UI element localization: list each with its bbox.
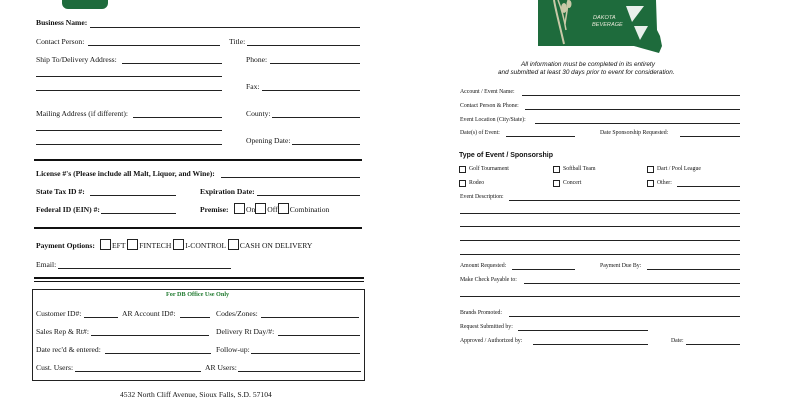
title-field[interactable] (247, 45, 360, 46)
rodeo-checkbox[interactable] (459, 180, 466, 187)
softball-team-label: Softball Team (563, 166, 596, 172)
mailing-address-line3[interactable] (36, 144, 222, 145)
mailing-address-field[interactable] (133, 117, 222, 118)
payment-due-label: Payment Due By: (600, 263, 642, 269)
notice-line-2: and submitted at least 30 days prior to event for consideration. (498, 69, 675, 76)
customer-id-field[interactable] (84, 317, 118, 318)
payment-due-field[interactable] (647, 269, 740, 270)
delivery-rt-field[interactable] (278, 335, 360, 336)
state-tax-label: State Tax ID #: (36, 187, 85, 196)
ar-users-field[interactable] (238, 371, 361, 372)
event-dates-label: Date(s) of Event: (460, 130, 500, 136)
amount-requested-label: Amount Requested: (460, 263, 507, 269)
premise-combination-checkbox[interactable] (278, 203, 289, 214)
divider (34, 159, 362, 161)
date-label: Date: (671, 338, 684, 344)
contact-person-field[interactable] (88, 45, 220, 46)
cust-users-label: Cust. Users: (36, 363, 74, 372)
date-received-field[interactable] (105, 353, 211, 354)
pay-eft-label: EFT (112, 241, 126, 250)
event-description-field[interactable] (509, 200, 740, 201)
ship-to-field-line2[interactable] (36, 76, 222, 77)
follow-up-field[interactable] (251, 353, 360, 354)
email-field[interactable] (58, 268, 231, 269)
pay-cash-checkbox[interactable] (228, 239, 239, 250)
business-name-field[interactable] (90, 27, 360, 28)
notice-line-1: All information must be completed in its entirety (521, 61, 655, 68)
fax-field[interactable] (262, 90, 360, 91)
ship-to-label: Ship To/Delivery Address: (36, 55, 117, 64)
account-event-label: Account / Event Name: (460, 89, 515, 95)
contact-person-label: Contact Person: (36, 37, 85, 46)
divider (34, 281, 364, 282)
ship-to-field-line3[interactable] (36, 90, 222, 91)
logo-text-dakota: DAKOTA (593, 15, 616, 21)
approved-by-field[interactable] (533, 344, 648, 345)
premise-label: Premise: (200, 205, 229, 214)
date-received-label: Date rec'd & entered: (36, 345, 101, 354)
expiration-label: Expiration Date: (200, 187, 255, 196)
expiration-field[interactable] (257, 195, 360, 196)
business-name-label: Business Name: (36, 18, 88, 27)
county-field[interactable] (272, 117, 360, 118)
date-field[interactable] (686, 344, 740, 345)
softball-team-checkbox[interactable] (553, 166, 560, 173)
sales-rep-label: Sales Rep & Rt#: (36, 327, 89, 336)
payment-options-label: Payment Options: (36, 241, 95, 250)
footer-address: 4532 North Cliff Avenue, Sioux Falls, S.D. 57104 (120, 390, 272, 399)
pay-eft-checkbox[interactable] (100, 239, 111, 250)
ar-account-field[interactable] (180, 317, 210, 318)
concert-label: Concert (563, 180, 582, 186)
ar-account-label: AR Account ID#: (122, 309, 176, 318)
premise-on-label: On (246, 205, 256, 214)
dakota-beverage-logo (536, 0, 664, 55)
event-description-label: Event Description: (460, 194, 504, 200)
sponsorship-date-label: Date Sponsorship Requested: (600, 130, 669, 136)
request-submitted-field[interactable] (518, 330, 648, 331)
phone-label: Phone: (246, 55, 268, 64)
logo-text-beverage: BEVERAGE (592, 22, 623, 28)
license-label: License #'s (Please include all Malt, Liquor, and Wine): (36, 169, 215, 178)
fax-label: Fax: (246, 82, 260, 91)
premise-off-label: Off (267, 205, 278, 214)
email-label: Email: (36, 260, 57, 269)
event-location-field[interactable] (535, 123, 740, 124)
mailing-address-line2[interactable] (36, 130, 222, 131)
pay-icontrol-checkbox[interactable] (173, 239, 184, 250)
ship-to-field[interactable] (122, 63, 222, 64)
cust-users-field[interactable] (75, 371, 201, 372)
account-event-field[interactable] (522, 95, 740, 96)
premise-on-checkbox[interactable] (234, 203, 245, 214)
pay-cash-label: CASH ON DELIVERY (239, 241, 313, 250)
event-dates-field[interactable] (506, 136, 575, 137)
amount-requested-field[interactable] (512, 269, 575, 270)
concert-checkbox[interactable] (553, 180, 560, 187)
title-label: Title: (229, 37, 246, 46)
premise-options (234, 203, 329, 214)
opening-date-field[interactable] (292, 144, 360, 145)
brands-promoted-field[interactable] (509, 316, 740, 317)
golf-tournament-checkbox[interactable] (459, 166, 466, 173)
dart-pool-label: Dart / Pool League (657, 166, 701, 172)
divider (34, 277, 364, 279)
payment-options (100, 239, 312, 250)
county-label: County: (246, 109, 271, 118)
codes-zones-field[interactable] (261, 317, 359, 318)
office-use-heading: For DB Office Use Only (166, 291, 230, 298)
opening-date-label: Opening Date: (246, 136, 291, 145)
customer-id-label: Customer ID#: (36, 309, 82, 318)
delivery-rt-label: Delivery Rt Day/#: (216, 327, 275, 336)
request-submitted-label: Request Submitted by: (460, 324, 513, 330)
check-payable-field[interactable] (524, 283, 740, 284)
premise-combination-label: Combination (289, 205, 330, 214)
check-payable-line2[interactable] (460, 296, 740, 297)
event-description-line4[interactable] (460, 240, 740, 241)
other-label: Other: (657, 180, 672, 186)
codes-zones-label: Codes/Zones: (216, 309, 258, 318)
dart-pool-checkbox[interactable] (647, 166, 654, 173)
rodeo-label: Rodeo (469, 180, 485, 186)
pay-fintech-checkbox[interactable] (127, 239, 138, 250)
event-location-label: Event Location (City/State): (460, 117, 526, 123)
ar-users-label: AR Users: (205, 363, 237, 372)
contact-phone-field[interactable] (525, 109, 740, 110)
event-type-heading: Type of Event / Sponsorship (459, 152, 553, 159)
golf-tournament-label: Golf Tournament (469, 166, 509, 172)
other-checkbox[interactable] (647, 180, 654, 187)
brands-promoted-label: Brands Promoted: (460, 310, 503, 316)
approved-by-label: Approved / Authorized by: (460, 338, 523, 344)
event-description-line5[interactable] (460, 254, 740, 255)
event-description-line3[interactable] (460, 226, 740, 227)
sponsorship-date-field[interactable] (680, 136, 740, 137)
premise-off-checkbox[interactable] (255, 203, 266, 214)
federal-id-field[interactable] (101, 213, 176, 214)
divider (34, 227, 362, 229)
event-description-line2[interactable] (460, 213, 740, 214)
license-field[interactable] (221, 177, 360, 178)
state-tax-field[interactable] (90, 195, 176, 196)
office-use-box (32, 289, 365, 381)
check-payable-label: Make Check Payable to: (460, 277, 517, 283)
pay-icontrol-label: I-CONTROL (185, 241, 226, 250)
phone-field[interactable] (270, 63, 360, 64)
other-field[interactable] (677, 186, 740, 187)
contact-phone-label: Contact Person & Phone: (460, 103, 519, 109)
pay-fintech-label: FINTECH (139, 241, 172, 250)
mailing-address-label: Mailing Address (if different): (36, 109, 129, 118)
federal-id-label: Federal ID (EIN) #: (36, 205, 100, 214)
follow-up-label: Follow-up: (216, 345, 250, 354)
brand-logo-fragment (62, 0, 108, 9)
sales-rep-field[interactable] (91, 335, 209, 336)
